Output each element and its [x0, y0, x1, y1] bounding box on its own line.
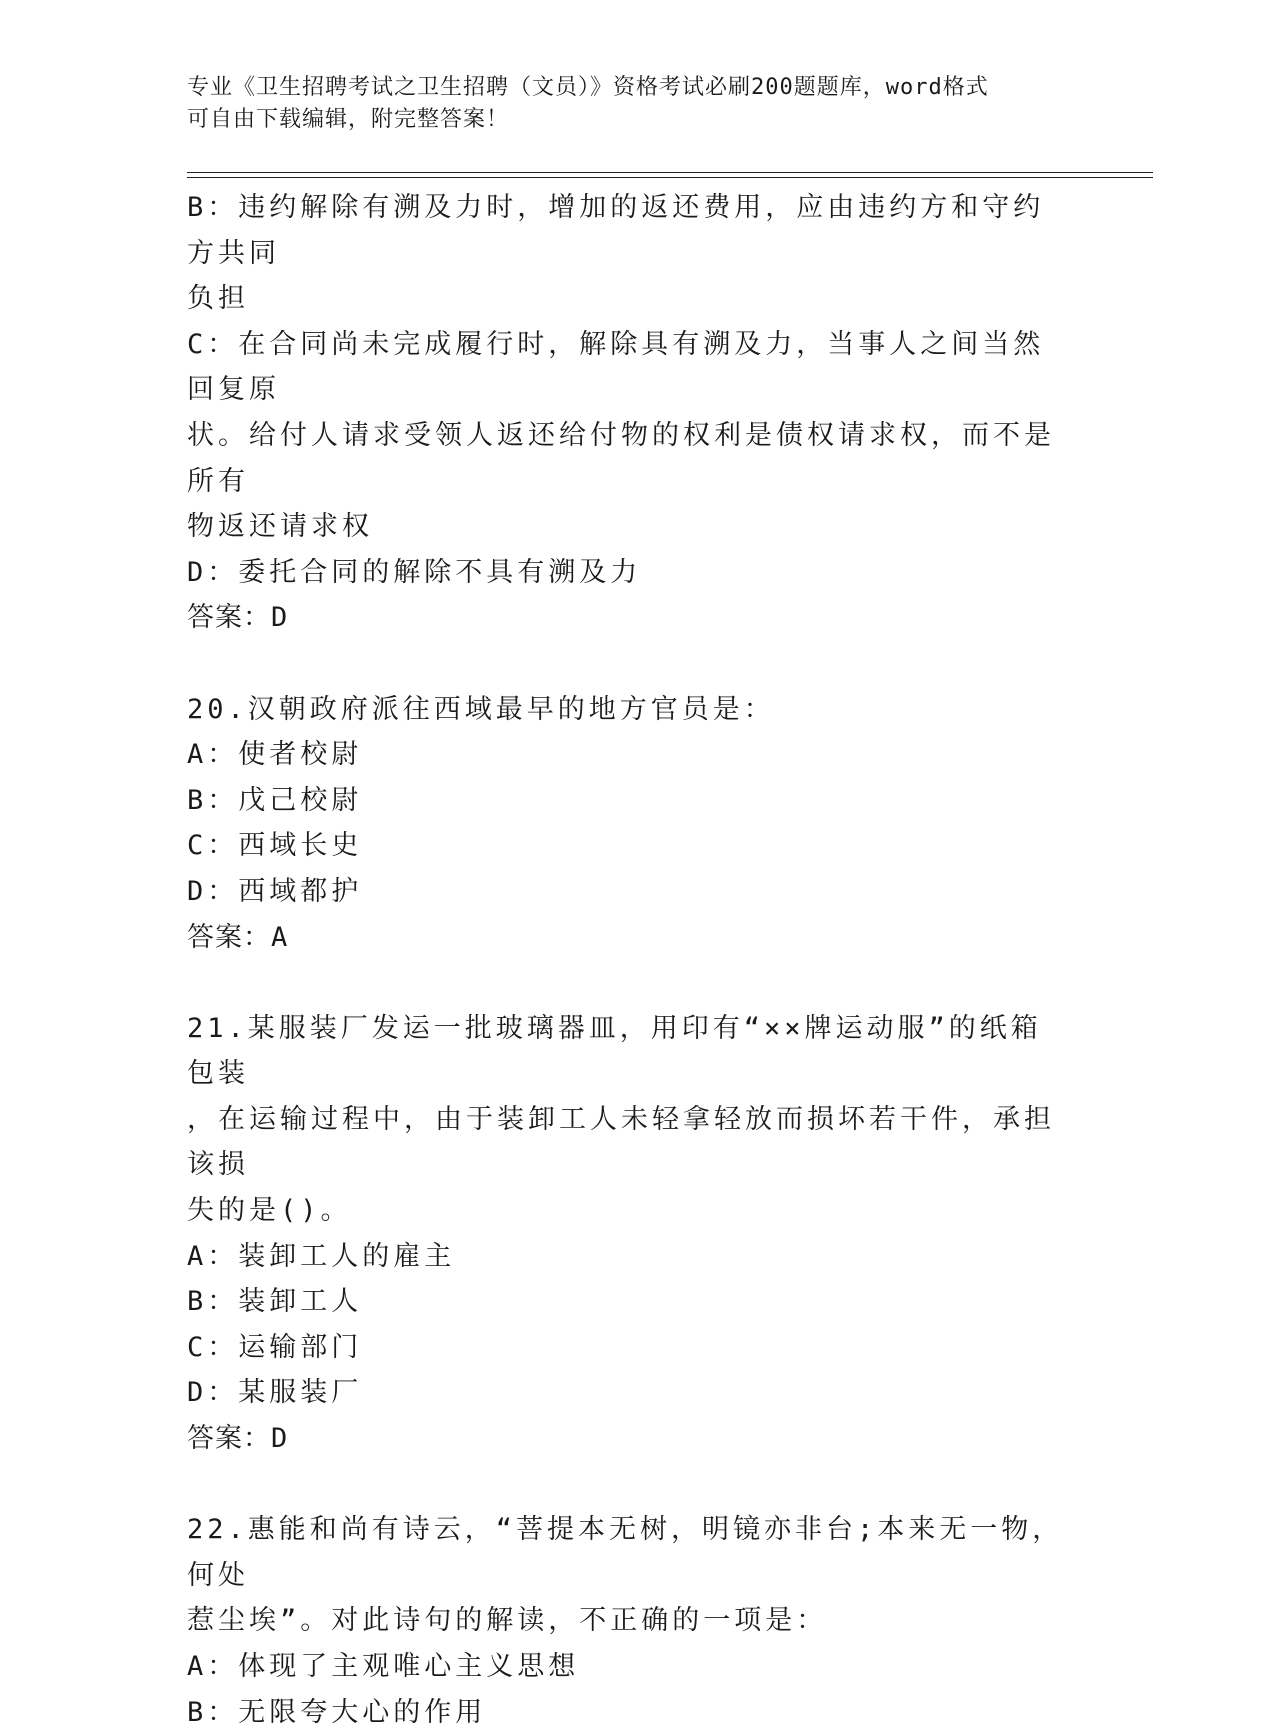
question-line: 失的是()。 [187, 1195, 352, 1227]
question-line: C：在合同尚未完成履行时，解除具有溯及力，当事人之间当然回复原 [187, 328, 1045, 406]
question-line: D：某服装厂 [187, 1377, 363, 1409]
question-line: B：违约解除有溯及力时，增加的返还费用，应由违约方和守约方共同 [187, 192, 1045, 269]
question-block [187, 1507, 1067, 1735]
question-line: A：装卸工人的雇主 [187, 1240, 456, 1272]
answer-line: 答案：A [187, 921, 289, 953]
block-gap [187, 1462, 1067, 1508]
question-line: 惹尘埃”。对此诗句的解读，不正确的一项是： [187, 1605, 828, 1637]
question-line: B：装卸工人 [187, 1286, 363, 1318]
question-line: A：使者校尉 [187, 739, 363, 771]
block-gap [187, 960, 1067, 1006]
block-gap [187, 641, 1067, 687]
question-line: D：委托合同的解除不具有溯及力 [187, 556, 642, 588]
question-line: 20.汉朝政府派往西域最早的地方官员是： [187, 693, 775, 725]
question-line: C：运输部门 [187, 1331, 363, 1363]
header-rule-top [187, 172, 1153, 173]
question-line: ，在运输过程中，由于装卸工人未轻拿轻放而损坏若干件，承担该损 [187, 1103, 1055, 1181]
question-line: B：戊己校尉 [187, 784, 363, 816]
question-block [187, 185, 1067, 687]
question-list [187, 185, 1067, 1735]
question-line: 22.惠能和尚有诗云，“菩提本无树，明镜亦非台;本来无一物，何处 [187, 1514, 1064, 1591]
header-line-1: 专业《卫生招聘考试之卫生招聘（文员）》资格考试必刷200题题库，word格式 [187, 75, 989, 100]
question-line: 状。给付人请求受领人返还给付物的权利是债权请求权，而不是所有 [187, 419, 1055, 497]
header-line-2: 可自由下载编辑，附完整答案！ [187, 107, 510, 132]
question-block [187, 1006, 1067, 1508]
question-line: C：西域长史 [187, 830, 363, 862]
question-line: B：无限夸大心的作用 [187, 1696, 487, 1728]
answer-line: 答案：D [187, 602, 289, 634]
document-header [187, 72, 1067, 136]
question-line: 物返还请求权 [187, 511, 373, 543]
question-line: 21.某服装厂发运一批玻璃器皿，用印有“××牌运动服”的纸箱包装 [187, 1012, 1042, 1090]
answer-line: 答案：D [187, 1423, 289, 1455]
question-line: D：西域都护 [187, 875, 363, 907]
question-block [187, 687, 1067, 1006]
question-line: A：体现了主观唯心主义思想 [187, 1651, 580, 1682]
question-line: 负担 [187, 283, 249, 315]
header-rule-bottom [187, 177, 1153, 178]
